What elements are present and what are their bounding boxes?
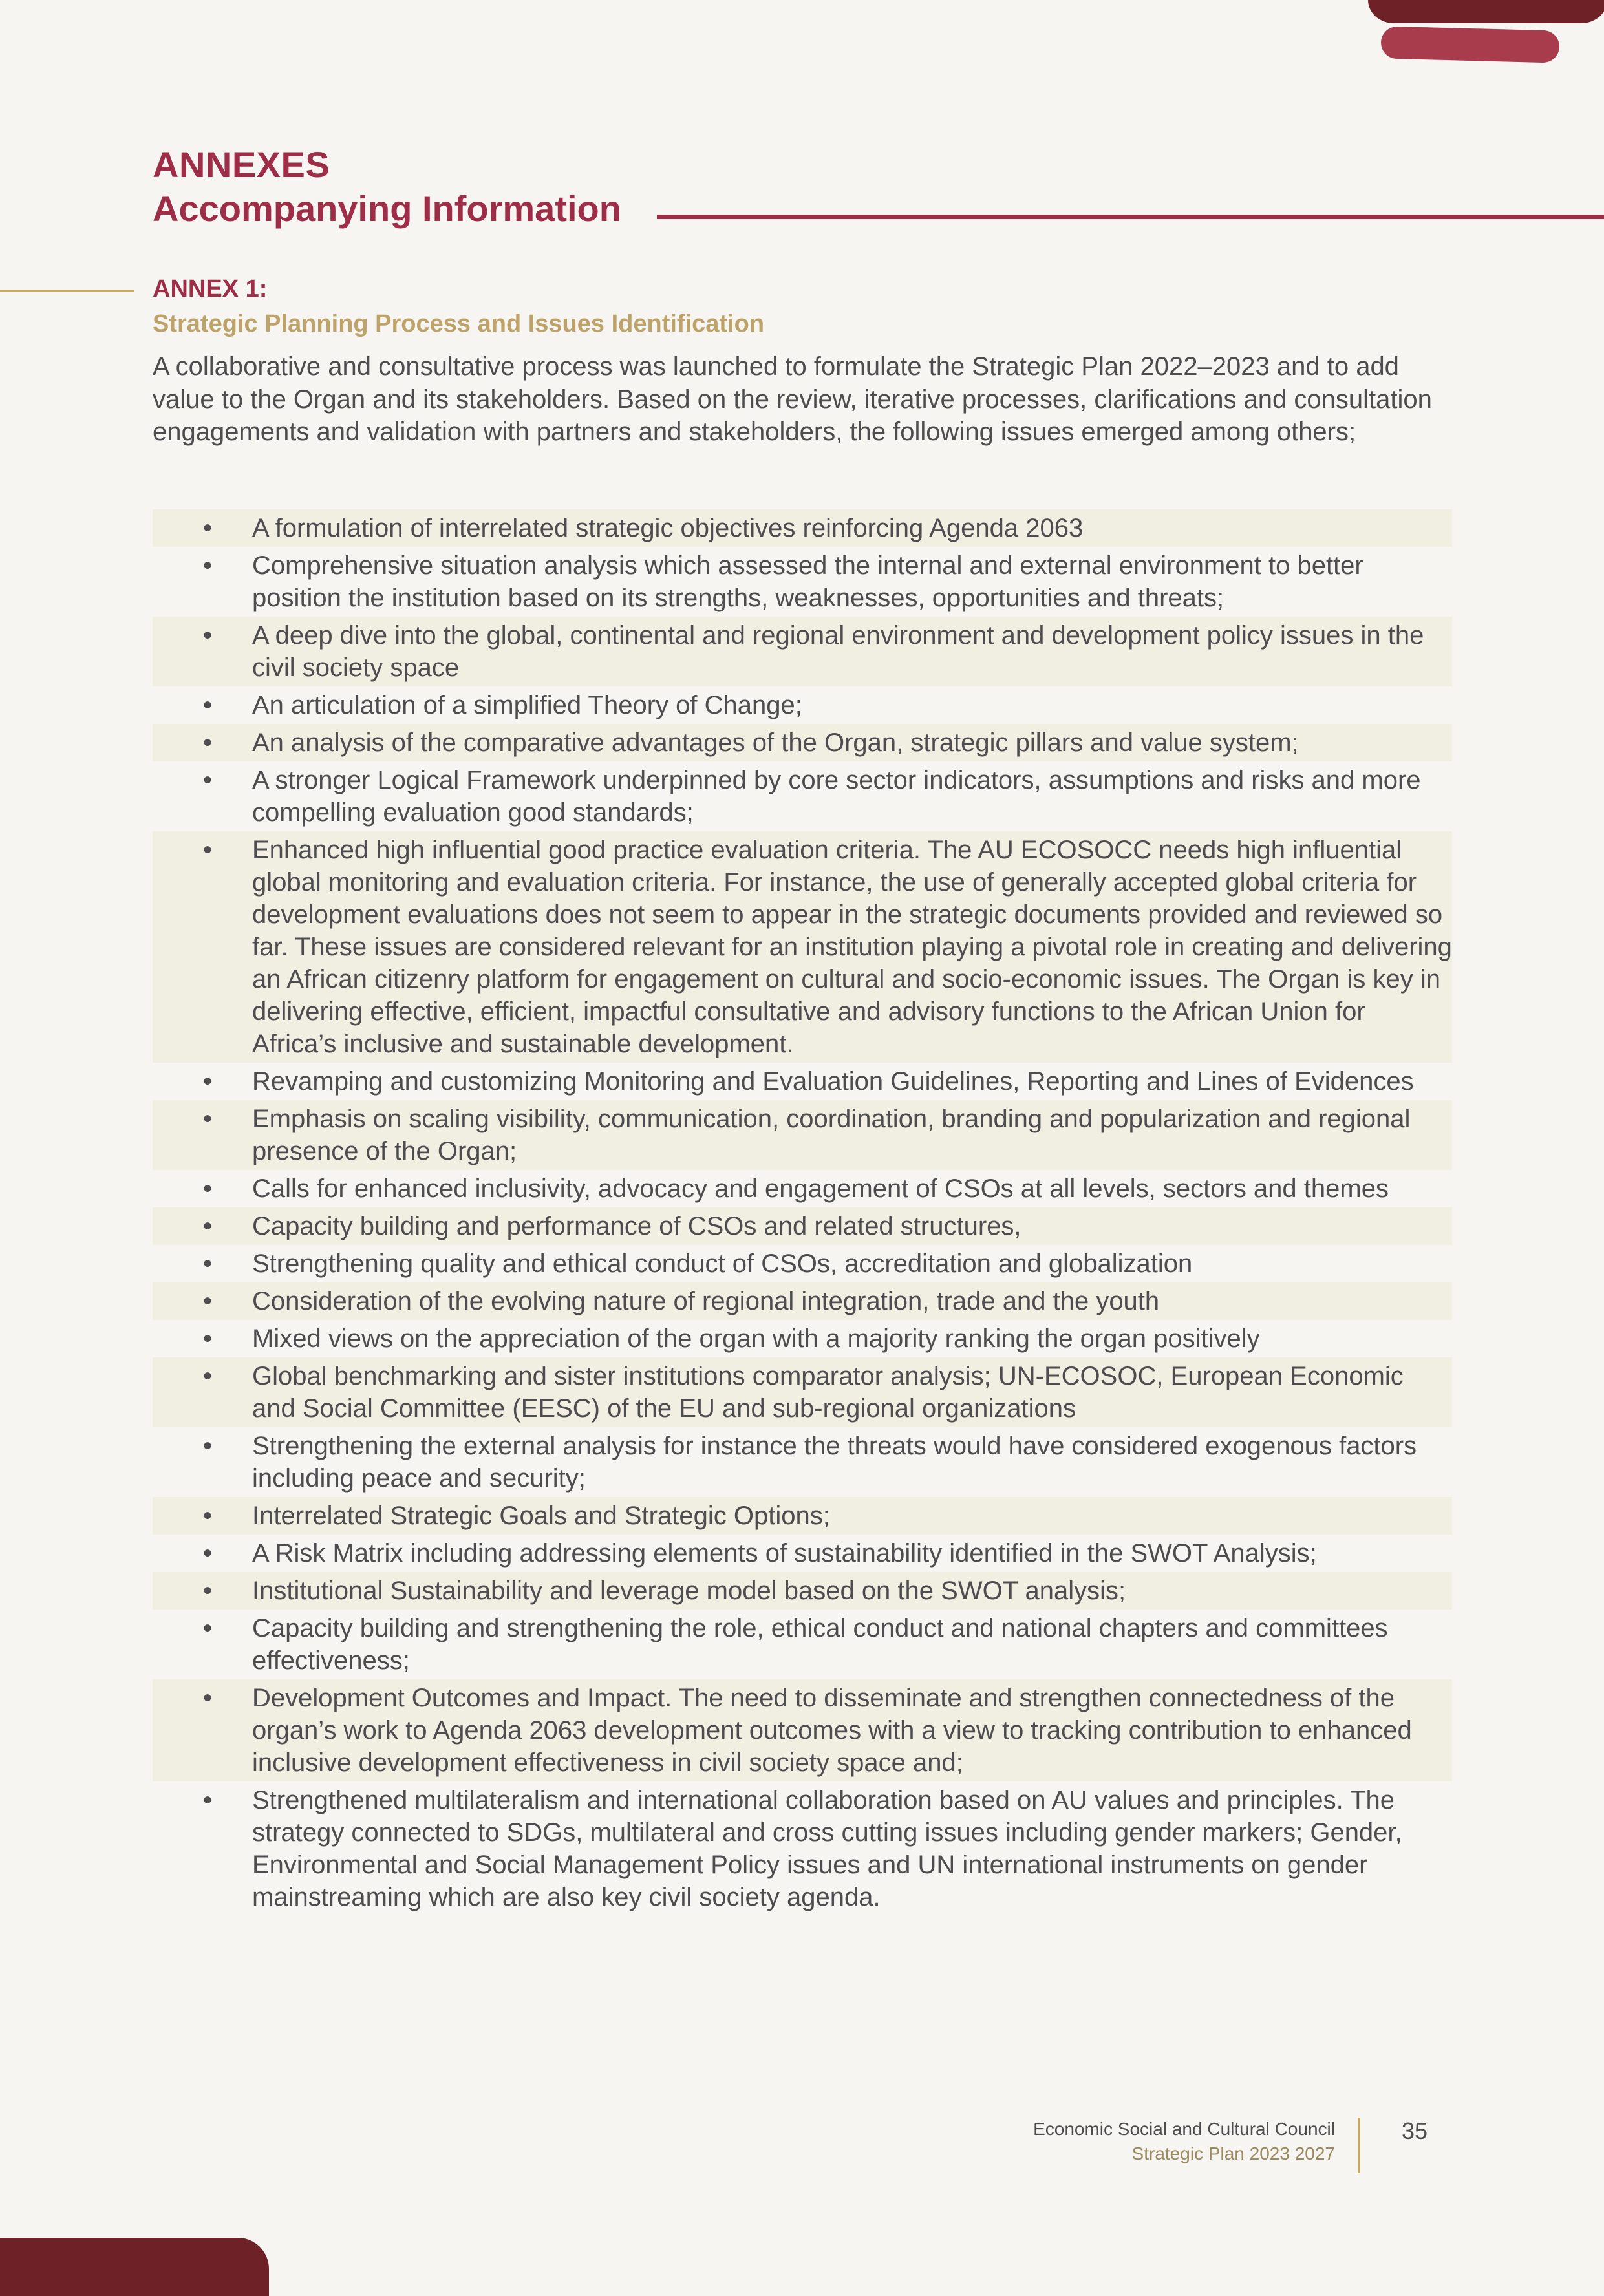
list-item — [153, 1207, 1452, 1245]
list-item — [153, 1063, 1452, 1100]
bullet-icon: • — [203, 1249, 213, 1278]
list-item-text: A deep dive into the global, continental and regional environment and development policy issues in the civil society space — [252, 621, 1424, 682]
title-divider — [657, 215, 1604, 219]
list-item — [153, 1781, 1452, 1916]
bullet-icon: • — [203, 1539, 213, 1568]
bullet-icon: • — [203, 836, 213, 864]
list-item — [153, 1497, 1452, 1535]
section-subtitle: Accompanying Information — [153, 188, 621, 229]
list-item — [153, 724, 1452, 761]
bullet-icon: • — [203, 1324, 213, 1353]
list-item-text: Strengthened multilateralism and international collaboration based on AU values and principles. The strategy connected to SDGs, multilateral and cross cutting issues including gender markers; Gender, Environmental and Social Management Policy issues and UN international instruments on gender mainstreaming which are also key civil society agenda. — [252, 1786, 1402, 1911]
list-item-text: Enhanced high influential good practice evaluation criteria. The AU ECOSOCC needs high influential global monitoring and evaluation criteria. For instance, the use of generally accepted global criteria for development evaluations does not seem to appear in the strategic documents provided and reviewed so far. These issues are considered relevant for an institution playing a pivotal role in creating and delivering an African citizenry platform for engagement on cultural and socio-economic issues. The Organ is key in delivering effective, efficient, impactful consultative and advisory functions to the African Union for Africa’s inclusive and sustainable development. — [252, 836, 1452, 1058]
list-item — [153, 617, 1452, 686]
bullet-icon: • — [203, 1502, 213, 1530]
list-item-text: Development Outcomes and Impact. The need to disseminate and strengthen connectedness of the organ’s work to Agenda 2063 development outcomes with a view to tracking contribution to enhanced inclusive development effectiveness in civil society space and; — [252, 1684, 1412, 1777]
list-item — [153, 509, 1452, 547]
footer-plan-title: Strategic Plan 2023 2027 — [1131, 2143, 1335, 2163]
bullet-icon: • — [203, 1577, 213, 1605]
list-item-text: Strengthening the external analysis for instance the threats would have considered exogenous factors including peace and security; — [252, 1432, 1417, 1493]
bullet-icon: • — [203, 1432, 213, 1460]
bullet-icon: • — [203, 766, 213, 794]
footer-organization: Economic Social and Cultural Council — [1033, 2119, 1335, 2139]
list-item — [153, 1357, 1452, 1427]
list-item-text: Institutional Sustainability and leverage model based on the SWOT analysis; — [252, 1577, 1126, 1605]
annex-divider — [0, 290, 134, 292]
decorative-brush-top-accent — [1380, 26, 1559, 63]
list-item — [153, 686, 1452, 724]
bullet-icon: • — [203, 1175, 213, 1203]
decorative-brush-bottom — [0, 2238, 269, 2296]
list-item — [153, 1535, 1452, 1572]
list-item-text: Calls for enhanced inclusivity, advocacy and engagement of CSOs at all levels, sectors and themes — [252, 1175, 1389, 1203]
list-item — [153, 1679, 1452, 1781]
bullet-icon: • — [203, 1684, 213, 1712]
list-item-text: An articulation of a simplified Theory of Change; — [252, 691, 802, 719]
bullet-icon: • — [203, 1067, 213, 1096]
list-item-text: Consideration of the evolving nature of regional integration, trade and the youth — [252, 1287, 1160, 1315]
list-item-text: Global benchmarking and sister institutions comparator analysis; UN-ECOSOC, European Economic and Social Committee (EESC) of the EU and sub-regional organizations — [252, 1362, 1404, 1423]
list-item — [153, 1282, 1452, 1320]
list-item-text: A stronger Logical Framework underpinned by core sector indicators, assumptions and risks and more compelling evaluation good standards; — [252, 766, 1421, 827]
bullet-icon: • — [203, 1287, 213, 1315]
annex-label: ANNEX 1: — [153, 275, 268, 303]
section-title: ANNEXES — [153, 144, 330, 185]
list-item-text: Capacity building and performance of CSOs and related structures, — [252, 1212, 1021, 1240]
list-item — [153, 1100, 1452, 1170]
list-item — [153, 1170, 1452, 1207]
list-item-text: Interrelated Strategic Goals and Strategic Options; — [252, 1502, 830, 1530]
list-item-text: Emphasis on scaling visibility, communication, coordination, branding and popularization and regional presence of the Organ; — [252, 1105, 1411, 1165]
list-item — [153, 1245, 1452, 1282]
bullet-icon: • — [203, 621, 213, 650]
bullet-icon: • — [203, 1105, 213, 1133]
list-item-text: Capacity building and strengthening the role, ethical conduct and national chapters and committees effectiveness; — [252, 1614, 1388, 1675]
bullet-icon: • — [203, 1362, 213, 1390]
page-number: 35 — [1402, 2118, 1428, 2144]
list-item-text: Strengthening quality and ethical conduct of CSOs, accreditation and globalization — [252, 1249, 1193, 1278]
list-item-text: A formulation of interrelated strategic objectives reinforcing Agenda 2063 — [252, 514, 1084, 542]
list-item-text: Comprehensive situation analysis which assessed the internal and external environment to better position the institution based on its strengths, weaknesses, opportunities and threats; — [252, 551, 1363, 612]
list-item — [153, 547, 1452, 617]
footer-divider — [1358, 2118, 1360, 2173]
list-item-text: A Risk Matrix including addressing elements of sustainability identified in the SWOT Analysis; — [252, 1539, 1317, 1568]
bullet-icon: • — [203, 1212, 213, 1240]
bullet-icon: • — [203, 728, 213, 757]
bullet-icon: • — [203, 1614, 213, 1642]
list-item — [153, 1610, 1452, 1679]
list-item — [153, 761, 1452, 831]
decorative-brush-top — [1368, 0, 1604, 23]
list-item — [153, 1572, 1452, 1610]
issues-list — [153, 509, 1452, 1916]
intro-paragraph: A collaborative and consultative process was launched to formulate the Strategic Plan 2022–2023 and to add value to the Organ and its stakeholders. Based on the review, iterative processes, clarifications and consultation engagements and validation with partners and stakeholders, the following issues emerged among others; — [153, 352, 1432, 446]
list-item-text: An analysis of the comparative advantages of the Organ, strategic pillars and value system; — [252, 728, 1299, 757]
annex-subtitle: Strategic Planning Process and Issues Identification — [153, 310, 765, 337]
list-item-text: Mixed views on the appreciation of the organ with a majority ranking the organ positively — [252, 1324, 1260, 1353]
list-item — [153, 1320, 1452, 1357]
bullet-icon: • — [203, 1786, 213, 1814]
list-item-text: Revamping and customizing Monitoring and Evaluation Guidelines, Reporting and Lines of Evidences — [252, 1067, 1414, 1096]
bullet-icon: • — [203, 551, 213, 580]
list-item — [153, 1427, 1452, 1497]
bullet-icon: • — [203, 514, 213, 542]
list-item — [153, 831, 1452, 1063]
bullet-icon: • — [203, 691, 213, 719]
